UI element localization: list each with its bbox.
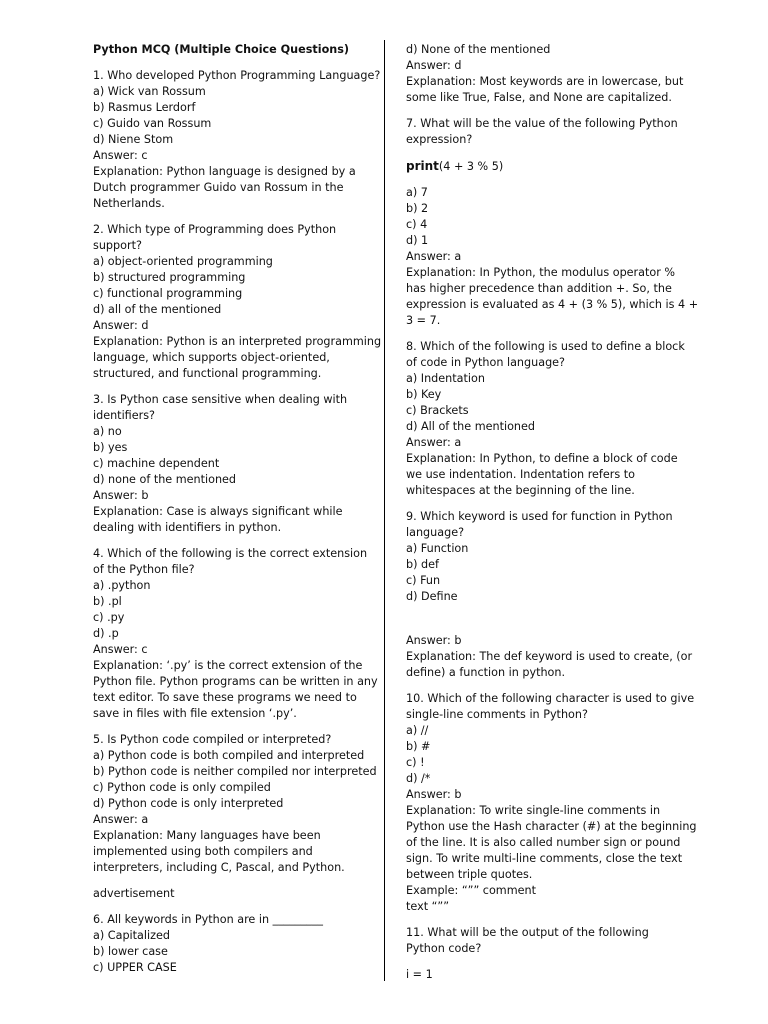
question-1 [93, 68, 381, 212]
code-keyword: print [406, 159, 439, 173]
explanation-line: 3 = 7. [406, 314, 441, 327]
option-c: c) Brackets [406, 404, 469, 417]
question-text: 4. Which of the following is the correct extension [93, 547, 368, 560]
explanation-line: Explanation: ‘.py’ is the correct extension of the [93, 659, 363, 672]
option-b: b) yes [93, 441, 128, 454]
option-b: b) Rasmus Lerdorf [93, 101, 196, 114]
option-b: b) # [406, 740, 431, 753]
explanation-line: between triple quotes. [406, 868, 533, 881]
explanation-line: Explanation: The def keyword is used to create, (or [406, 650, 693, 663]
option-a: a) no [93, 425, 122, 438]
option-a: a) Indentation [406, 372, 485, 385]
option-a: a) .python [93, 579, 151, 592]
explanation-line: Example: “”” comment [406, 884, 536, 897]
option-a: a) 7 [406, 186, 428, 199]
question-text: 7. What will be the value of the following Python [406, 117, 678, 130]
column-divider [384, 40, 385, 981]
question-6 [93, 912, 373, 976]
option-c: c) Fun [406, 574, 441, 587]
question-text: of code in Python language? [406, 356, 565, 369]
answer: Answer: c [93, 643, 148, 656]
question-2 [93, 222, 382, 382]
code-snippet [406, 158, 691, 175]
option-d: d) 1 [406, 234, 429, 247]
answer: Answer: b [406, 634, 462, 647]
answer: Answer: d [406, 59, 462, 72]
explanation-line: Dutch programmer Guido van Rossum in the [93, 181, 344, 194]
question-text: identifiers? [93, 409, 155, 422]
option-d: d) .p [93, 627, 119, 640]
page-title: Python MCQ (Multiple Choice Questions) [93, 43, 349, 56]
right-column [406, 42, 699, 993]
explanation-line: Python file. Python programs can be written in any [93, 675, 378, 688]
option-d: d) none of the mentioned [93, 473, 237, 486]
option-c: c) functional programming [93, 287, 243, 300]
answer: Answer: c [93, 149, 148, 162]
explanation-line: Explanation: Python language is designed by a [93, 165, 356, 178]
question-text: 10. Which of the following character is used to give [406, 692, 695, 705]
option-b: b) Key [406, 388, 442, 401]
question-5 [93, 732, 377, 876]
question-11 [406, 925, 691, 983]
answer: Answer: a [406, 436, 462, 449]
question-text: 2. Which type of Programming does Python [93, 223, 337, 236]
explanation-line: some like True, False, and None are capitalized. [406, 91, 672, 104]
option-d: d) Define [406, 590, 458, 603]
question-9 [406, 509, 691, 681]
option-b: b) lower case [93, 945, 168, 958]
option-c: c) 4 [406, 218, 428, 231]
option-a: a) Function [406, 542, 469, 555]
explanation-line: Python use the Hash character (#) at the beginning [406, 820, 697, 833]
question-3 [93, 392, 373, 536]
explanation-line: text “”” [406, 900, 450, 913]
answer: Answer: a [406, 250, 462, 263]
option-d: d) None of the mentioned [406, 43, 551, 56]
option-d: d) all of the mentioned [93, 303, 222, 316]
explanation-line: has higher precedence than addition +. So, the [406, 282, 672, 295]
explanation-line: sign. To write multi-line comments, close the text [406, 852, 683, 865]
explanation-line: Explanation: To write single-line comments in [406, 804, 661, 817]
option-a: a) Wick van Rossum [93, 85, 206, 98]
explanation-line: structured, and functional programming. [93, 367, 322, 380]
question-text: of the Python file? [93, 563, 195, 576]
option-b: b) structured programming [93, 271, 246, 284]
question-text: expression? [406, 133, 473, 146]
explanation-line: Explanation: Most keywords are in lowercase, but [406, 75, 684, 88]
explanation-line: whitespaces at the beginning of the line. [406, 484, 635, 497]
explanation-line: Explanation: Many languages have been [93, 829, 321, 842]
option-c: c) Python code is only compiled [93, 781, 271, 794]
answer: Answer: d [93, 319, 149, 332]
explanation-line: language, which supports object-oriented, [93, 351, 330, 364]
question-text: 5. Is Python code compiled or interpreted? [93, 733, 332, 746]
option-c: c) ! [406, 756, 425, 769]
explanation-line: Explanation: In Python, the modulus operator % [406, 266, 676, 279]
question-text: 9. Which keyword is used for function in Python [406, 510, 673, 523]
explanation-line: save in files with file extension ‘.py’. [93, 707, 297, 720]
question-4 [93, 546, 378, 722]
question-text: single-line comments in Python? [406, 708, 588, 721]
explanation-line: expression is evaluated as 4 + (3 % 5), which is 4 + [406, 298, 699, 311]
option-a: a) Python code is both compiled and interpreted [93, 749, 365, 762]
question-text: 1. Who developed Python Programming Language? [93, 69, 381, 82]
explanation-line: Explanation: In Python, to define a block of code [406, 452, 678, 465]
option-d: d) Python code is only interpreted [93, 797, 284, 810]
option-b: b) 2 [406, 202, 429, 215]
explanation-line: implemented using both compilers and [93, 845, 313, 858]
option-c: c) .py [93, 611, 125, 624]
advertisement-label: advertisement [93, 887, 175, 900]
explanation-line: interpreters, including C, Pascal, and Python. [93, 861, 345, 874]
option-a: a) object-oriented programming [93, 255, 273, 268]
option-c: c) Guido van Rossum [93, 117, 212, 130]
question-text: 6. All keywords in Python are in _________ [93, 913, 323, 926]
question-text: 3. Is Python case sensitive when dealing with [93, 393, 348, 406]
option-b: b) Python code is neither compiled nor interpreted [93, 765, 377, 778]
option-a: a) // [406, 724, 429, 737]
question-text: 11. What will be the output of the following [406, 926, 649, 939]
blank-gap [406, 605, 691, 633]
explanation-line: define) a function in python. [406, 666, 566, 679]
code-snippet: i = 1 [406, 968, 433, 981]
explanation-line: dealing with identifiers in python. [93, 521, 282, 534]
question-text: support? [93, 239, 142, 252]
explanation-line: text editor. To save these programs we need to [93, 691, 357, 704]
question-text: 8. Which of the following is used to define a block [406, 340, 685, 353]
option-d: d) /* [406, 772, 431, 785]
option-d: d) Niene Stom [93, 133, 174, 146]
option-b: b) def [406, 558, 439, 571]
explanation-line: we use indentation. Indentation refers to [406, 468, 635, 481]
explanation-line: Netherlands. [93, 197, 165, 210]
explanation-line: of the line. It is also called number sign or pound [406, 836, 681, 849]
code-expression: (4 + 3 % 5) [438, 160, 504, 173]
option-c: c) machine dependent [93, 457, 220, 470]
option-b: b) .pl [93, 595, 122, 608]
answer: Answer: a [93, 813, 149, 826]
option-a: a) Capitalized [93, 929, 170, 942]
question-text: language? [406, 526, 465, 539]
question-10 [406, 691, 697, 915]
question-text: Python code? [406, 942, 482, 955]
question-6-continued [406, 42, 691, 106]
answer: Answer: b [93, 489, 149, 502]
answer: Answer: b [406, 788, 462, 801]
explanation-line: Explanation: Case is always significant while [93, 505, 343, 518]
question-8 [406, 339, 691, 499]
option-c: c) UPPER CASE [93, 961, 177, 974]
explanation-line: Explanation: Python is an interpreted programming [93, 335, 382, 348]
question-7 [406, 116, 699, 329]
left-column [93, 42, 382, 986]
option-d: d) All of the mentioned [406, 420, 535, 433]
